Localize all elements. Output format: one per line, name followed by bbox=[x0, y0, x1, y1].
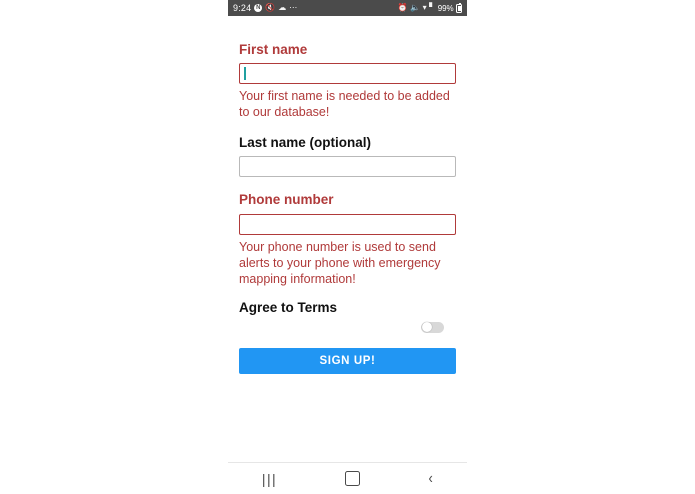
toggle-knob-icon bbox=[422, 322, 432, 332]
last-name-input[interactable] bbox=[239, 156, 456, 177]
first-name-label: First name bbox=[239, 42, 308, 57]
do-not-disturb-icon: N bbox=[256, 5, 261, 11]
alarm-icon: ⏰ bbox=[397, 3, 408, 12]
signup-form bbox=[228, 16, 467, 462]
phone-number-label: Phone number bbox=[239, 192, 334, 208]
agree-to-terms-row bbox=[239, 322, 456, 333]
recents-icon[interactable]: ||| bbox=[261, 470, 278, 487]
status-time: 9:24 bbox=[233, 3, 252, 13]
status-bar bbox=[228, 0, 467, 16]
agree-to-terms-label: Agree to Terms bbox=[239, 299, 338, 315]
last-name-input-wrapper bbox=[239, 156, 456, 177]
spacer bbox=[239, 287, 456, 300]
status-bar-right bbox=[398, 4, 462, 13]
first-name-input[interactable] bbox=[239, 63, 456, 84]
sign-up-button[interactable]: SIGN UP! bbox=[239, 348, 456, 374]
last-name-label: Last name (optional) bbox=[239, 135, 372, 151]
battery-percent-label: 99% bbox=[437, 3, 454, 13]
phone-screen bbox=[228, 0, 467, 494]
phone-number-error-text: Your phone number is used to send alerts to your phone with emergency mapping information! bbox=[239, 239, 441, 286]
mute-icon: 🔇 bbox=[265, 3, 276, 12]
agree-to-terms-toggle[interactable] bbox=[421, 322, 444, 333]
spacer bbox=[239, 177, 456, 192]
first-name-error-text: Your first name is needed to be added to our database! bbox=[239, 89, 450, 120]
home-icon[interactable] bbox=[345, 471, 360, 486]
volume-mute-icon: 🔈 bbox=[410, 3, 421, 12]
text-caret bbox=[244, 67, 246, 80]
android-nav-bar bbox=[228, 462, 467, 494]
more-icon: ⋯ bbox=[289, 3, 298, 12]
battery-icon bbox=[456, 4, 462, 13]
status-bar-left bbox=[233, 3, 297, 13]
phone-number-input-wrapper bbox=[239, 214, 456, 235]
spacer bbox=[239, 120, 456, 135]
wifi-icon: ▾ bbox=[422, 3, 427, 12]
back-icon[interactable]: ‹ bbox=[428, 469, 433, 487]
phone-number-input[interactable] bbox=[239, 214, 456, 235]
first-name-input-wrapper bbox=[239, 63, 456, 84]
signal-icon: ▘ bbox=[429, 3, 436, 12]
cloud-icon: ☁ bbox=[278, 3, 287, 12]
